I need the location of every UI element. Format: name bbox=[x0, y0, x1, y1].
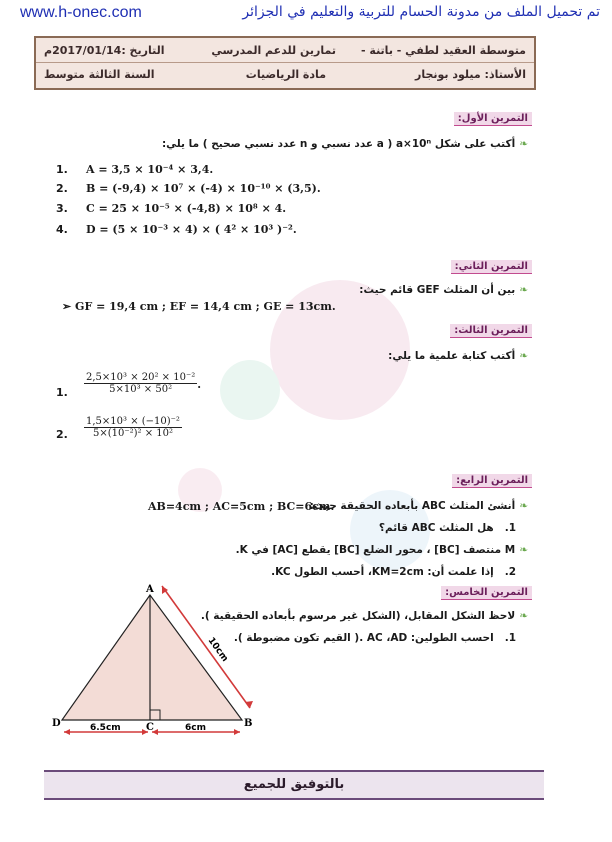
ex3-item-2-numerator: 1,5×10³ × (−10)⁻² bbox=[86, 416, 180, 427]
ex3-title: التمرين الثالث: bbox=[450, 324, 532, 338]
ex5-instruction-text: لاحظ الشكل المقابل، (الشكل غير مرسوم بأبعاده الحقيقية ). bbox=[200, 610, 516, 622]
ex5-question-1 bbox=[234, 632, 516, 644]
ex3-item-1-denominator: 5×10³ × 50² bbox=[109, 384, 173, 395]
ex4-q1-text: هل المثلث ABC قائم؟ bbox=[378, 522, 494, 534]
ex2-instruction-text: بين أن المثلث GEF قائم حيث: bbox=[359, 284, 516, 296]
site-caption: تم تحميل الملف من مدونة الحسام للتربية والتعليم في الجزائر bbox=[242, 4, 600, 20]
ex1-instruction-text: أكتب على شكل a×10ⁿ ( a عدد نسبي و n عدد نسبي صحيح ) ما يلي: bbox=[161, 138, 516, 150]
site-url[interactable]: www.h-onec.com bbox=[20, 4, 142, 21]
ex1-item-1-number: 1. bbox=[56, 163, 68, 176]
ex3-item-1-fraction: $\frac{\text{2,5×10³ × 20² × 10⁻²}}{\text{5×10³ × 50²}}$ . bbox=[86, 372, 202, 395]
ex1-item-4-expr: D = (5 × 10⁻³ × 4) × ( 4² × 10³ )⁻². bbox=[86, 223, 297, 236]
ex3-item-1-numerator: 2,5×10³ × 20² × 10⁻² bbox=[86, 372, 196, 383]
ex4-q2-number: 2. bbox=[504, 566, 516, 578]
label-d: D bbox=[52, 718, 61, 729]
subject: مادة الرياضيات bbox=[245, 68, 326, 81]
arrow-head-b2 bbox=[234, 729, 240, 735]
label-c: C bbox=[146, 722, 154, 733]
label-b: B bbox=[244, 718, 253, 729]
leaf-bullet-icon: ❧ bbox=[519, 138, 528, 150]
header-divider bbox=[36, 62, 534, 63]
doc-date: التاريخ :2017/01/14م bbox=[44, 44, 165, 57]
ex3-instruction-text: أكتب كتابة علمية ما يلي: bbox=[388, 350, 516, 362]
ex2-data-text: GF = 19,4 cm ; EF = 14,4 cm ; GE = 13cm. bbox=[75, 300, 336, 313]
level: السنة الثالثة متوسط bbox=[44, 68, 155, 81]
ex1-item-2-expr: B = (-9,4) × 10⁷ × (-4) × 10⁻¹⁰ × (3,5). bbox=[86, 182, 321, 195]
ex4-instruction-text: أنشئ المثلث ABC بأبعاده الحقيقة حيث: bbox=[309, 500, 516, 512]
ex1-item-2-number: 2. bbox=[56, 182, 68, 195]
ex5-title: التمرين الخامس: bbox=[441, 586, 532, 600]
ex2-instruction bbox=[359, 284, 528, 296]
ex1-item-4-number: 4. bbox=[56, 223, 68, 236]
ex1-title: التمرين الأول: bbox=[454, 112, 532, 126]
ex1-instruction bbox=[162, 138, 528, 150]
ex4-q1-number: 1. bbox=[504, 522, 516, 534]
ex3-instruction bbox=[388, 350, 528, 362]
label-a: A bbox=[146, 584, 154, 595]
arrow-bullet-icon: ➢ bbox=[62, 300, 76, 313]
ex3-item-2-number: 2. bbox=[56, 428, 68, 441]
teacher-name: الأستاذ: ميلود بونجار bbox=[415, 68, 526, 81]
ex1-item-1-expr: A = 3,5 × 10⁻⁴ × 3,4. bbox=[86, 163, 214, 176]
leaf-bullet-icon: ❧ bbox=[519, 500, 528, 512]
ex2-title: التمرين الثاني: bbox=[451, 260, 532, 274]
footer-banner: بالتوفيق للجميع bbox=[44, 770, 544, 800]
ex4-title: التمرين الرابع: bbox=[452, 474, 532, 488]
ex2-data bbox=[62, 300, 336, 313]
ex3-item-2-fraction bbox=[84, 416, 182, 439]
ex4-q2-text: إذا علمت أن: KM=2cm، أحسب الطول KC. bbox=[271, 566, 494, 578]
length-cb: 6cm bbox=[185, 723, 206, 733]
ex5-q1-number: 1. bbox=[504, 632, 516, 644]
document-header bbox=[34, 36, 536, 90]
ex5-q1-text: احسب الطولين: AC ،AD .( القيم تكون مضبوطة ). bbox=[233, 632, 494, 644]
ex4-question-2 bbox=[271, 566, 516, 578]
ex1-item-3-expr: C = 25 × 10⁻⁵ × (-4,8) × 10⁸ × 4. bbox=[86, 202, 287, 215]
ex4-dimensions: AB=4cm ; AC=5cm ; BC=6cm. bbox=[148, 500, 335, 513]
length-dc: 6.5cm bbox=[90, 723, 121, 733]
ex4-note bbox=[236, 544, 528, 556]
triangle-figure bbox=[40, 580, 260, 740]
school-name: متوسطة العقيد لطفي - باتنة - bbox=[361, 44, 526, 57]
ex3-item-1-number: 1. bbox=[56, 386, 68, 399]
ex4-question-1 bbox=[379, 522, 516, 534]
leaf-bullet-icon: ❧ bbox=[519, 544, 528, 556]
length-ab: 10cm bbox=[205, 635, 230, 664]
ex1-item-3-number: 3. bbox=[56, 202, 68, 215]
arrow-head-d bbox=[64, 729, 70, 735]
doc-title: تمارين للدعم المدرسي bbox=[211, 44, 336, 57]
ex4-note-text: M منتصف [BC] ، محور الضلع [BC] يقطع [AC] في K. bbox=[235, 544, 516, 556]
leaf-bullet-icon: ❧ bbox=[519, 610, 528, 622]
ex4-instruction bbox=[310, 500, 528, 512]
leaf-bullet-icon: ❧ bbox=[519, 284, 528, 296]
leaf-bullet-icon: ❧ bbox=[519, 350, 528, 362]
triangle-abd bbox=[62, 595, 242, 720]
ex3-item-2-denominator: 5×(10⁻²)² × 10² bbox=[92, 428, 173, 439]
